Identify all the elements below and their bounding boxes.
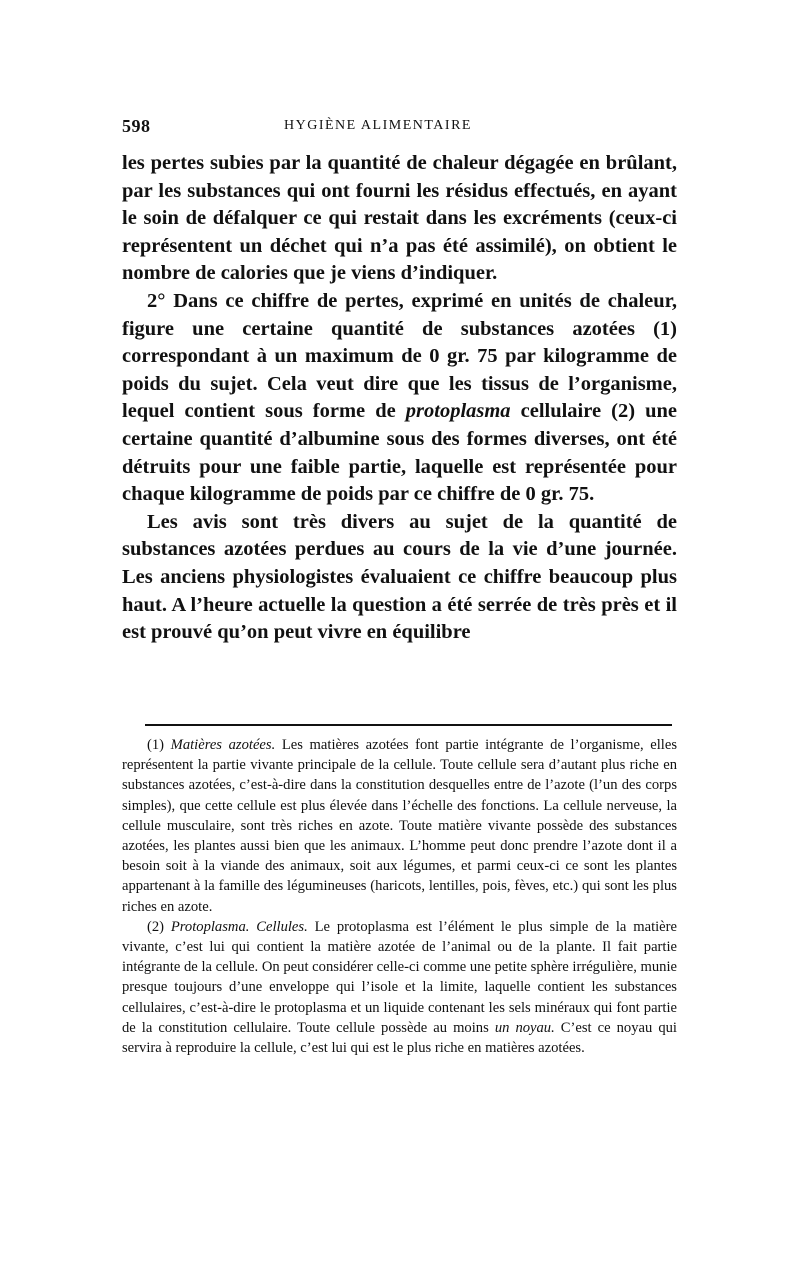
paragraph-text: cellulaire (2) une certaine quantité d’albumine sous des formes diverses, ont été détruits pour une faible partie, laquelle est représentée pour chaque kilogramme de poids par ce chiffre de 0 gr. 75. <box>122 400 678 506</box>
footnote-text: Le protoplasma est l’élément le plus simple de la matière vivante, c’est lui qui contient la matière azotée de l’animal ou de la plante. Il fait partie intégrante de la cellule. On peut considérer celle-ci comme une petite sphère irrégulière, munie presque toujours d’une enveloppe qui l’isole et la limite, laquelle contient les substances cellulaires, c’est-à-dire le protoplasma et un liquide contenant les sels minéraux qui font partie de la constitution cellulaire. Toute cellule possède au moins <box>122 918 677 1036</box>
footnote <box>122 735 677 917</box>
paragraph <box>122 509 677 647</box>
running-head: HYGIÈNE ALIMENTAIRE <box>284 118 472 133</box>
emphasis-text: protoplasma <box>405 400 511 423</box>
paragraph <box>122 288 677 509</box>
footnote-divider <box>145 724 672 726</box>
footnote-text: C’est ce noyau qui servira à reproduire la cellule, c’est lui qui est le plus riche en matières azotées. <box>122 1019 677 1057</box>
emphasis-text: un noyau. <box>494 1019 555 1036</box>
paragraph-text: les pertes subies par la quantité de chaleur dégagée en brûlant, par les substances qui ont fourni les résidus effectués, en ayant le soin de défalquer ce qui restait dans les excréments (ceux-ci représentent un déchet qui n’a pas été assimilé), on obtient le nombre de calories que je viens d’indiquer. <box>122 152 677 285</box>
paragraph-text: Les avis sont très divers au sujet de la quantité de substances azotées perdues au cours de la vie d’une journée. Les anciens physiologistes évaluaient ce chiffre beaucoup plus haut. A l’heure actuelle la question a été serrée de très près et il est prouvé qu’on peut vivre en équilibre <box>122 510 677 644</box>
footnote-text: Les matières azotées font partie intégrante de l’organisme, elles représentent la partie vivante principale de la cellule. Toute cellule sera d’autant plus riche en substances azotées, c’est-à-dire dans la constitution desquelles entre de l’azote (l’un des corps simples), que cette cellule est plus élevée dans l’échelle des fonctions. La cellule nerveuse, la cellule musculaire, sont très riches en azote. Toute matière vivante possède des substances azotées, les plantes aussi bien que les animaux. L’homme peut donc prendre l’azote dont il a besoin soit à la viande des animaux, soit aux légumes, et parmi ceux-ci ce sont les plantes appartenant à la famille des légumineuses (haricots, lentilles, pois, fèves, etc.) qui sont les plus riches en azote. <box>122 737 678 915</box>
main-text <box>122 150 677 647</box>
footnote <box>122 917 677 1058</box>
footnote-number: (1) <box>147 737 171 753</box>
footnotes <box>122 735 677 1058</box>
page-number: 598 <box>122 116 151 136</box>
paragraph <box>122 150 677 288</box>
paragraph-text: 2° Dans ce chiffre de pertes, exprimé en unités de chaleur, figure une certaine quantité de substances azotées (1) correspondant à un maximum de 0 gr. 75 par kilogramme de poids du sujet. Cela veut dire que les tissus de l’organisme, lequel contient sous forme de <box>122 289 677 423</box>
footnote-number: (2) <box>147 918 171 935</box>
footnote-title: Matières azotées. <box>170 737 276 753</box>
footnote-title: Protoplasma. Cellules. <box>170 918 308 935</box>
page-header <box>122 116 682 140</box>
